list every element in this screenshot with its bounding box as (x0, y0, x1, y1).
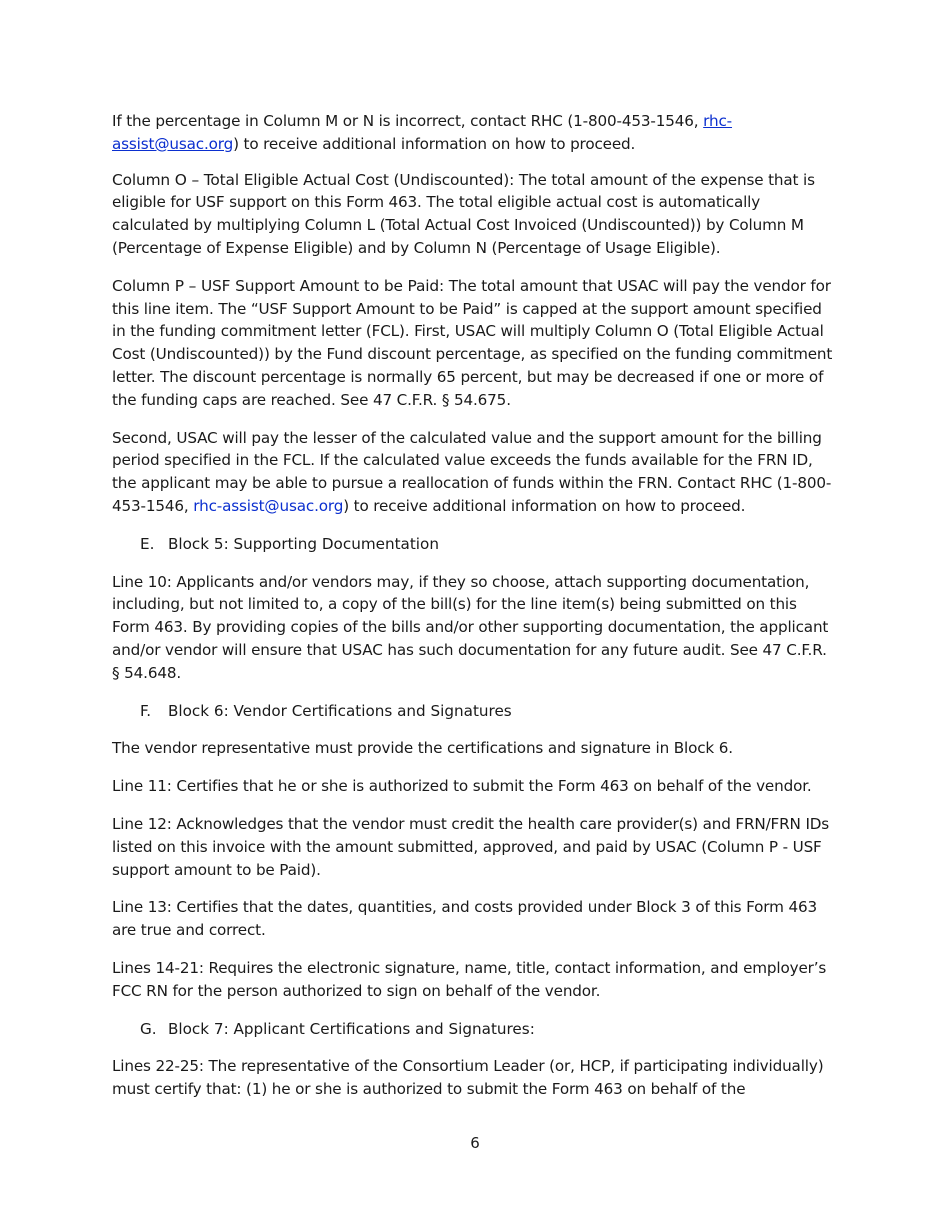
paragraph-line-11: Line 11: Certifies that he or she is authorized to submit the Form 463 on behalf of the vendor. (112, 777, 812, 796)
column-p-heading: Column P – USF Support Amount to be Paid: (112, 276, 445, 295)
section-heading-block-6 (140, 700, 838, 723)
paragraph-lines-22-25: Lines 22-25: The representative of the Consortium Leader (or, HCP, if participating individually) must certify that: (1) he or she is authorized to submit the Form 463 on behalf of the (112, 1057, 824, 1099)
section-letter: F. (140, 701, 152, 720)
section-letter: E. (140, 534, 155, 553)
section-heading-block-7 (140, 1018, 838, 1041)
page-number: 6 (470, 1134, 480, 1152)
paragraph-line-12: Line 12: Acknowledges that the vendor must credit the health care provider(s) and FRN/FRN IDs listed on this invoice with the amount submitted, approved, and paid by USAC (Column P - USF support amount to be Paid). (112, 814, 830, 879)
paragraph-vendor-representative: The vendor representative must provide the certifications and signature in Block 6. (112, 739, 733, 758)
paragraph-column-p (112, 275, 838, 412)
paragraph-text: If the percentage in Column M or N is incorrect, contact RHC (1-800-453-1546, (112, 112, 704, 130)
document-page (112, 110, 838, 1116)
section-title: Block 5: Supporting Documentation (168, 534, 439, 553)
paragraph-text: ) to receive additional information on how to proceed. (233, 134, 636, 153)
paragraph-text: ) to receive additional information on how to proceed. (343, 496, 746, 515)
section-title: Block 7: Applicant Certifications and Signatures: (168, 1019, 535, 1038)
section-heading-block-5 (140, 533, 838, 556)
column-o-heading: Column O – Total Eligible Actual Cost (Undiscounted): (112, 170, 515, 189)
paragraph-second-usac-pay (112, 427, 838, 518)
section-letter: G. (140, 1019, 157, 1038)
rhc-assist-email-link[interactable]: rhc-assist@usac.org (193, 496, 344, 515)
section-title: Block 6: Vendor Certifications and Signatures (168, 701, 512, 720)
paragraph-line-10: Line 10: Applicants and/or vendors may, if they so choose, attach supporting documentation, including, but not limited to, a copy of the bill(s) for the line item(s) being submitted on this Form 463. By providing copies of the bills and/or other supporting documentation, the applicant and/or vendor will ensure that USAC has such documentation for any future audit. See 47 C.F.R. § 54.648. (112, 572, 829, 682)
paragraph-text: Second, USAC will pay the lesser of the calculated value and the support amount for the billing period specified in the FCL. If the calculated value exceeds the funds available for the FRN ID, the applicant may be able to pursue a reallocation of funds within the FRN. Contact RHC (1-800-453-1546, (112, 428, 832, 515)
paragraph-column-o (112, 169, 838, 260)
paragraph-text: The total amount that USAC will pay the vendor for this line item. The “USF Support Amount to be Paid” is capped at the support amount specified in the funding commitment letter (FCL). First, USAC will multiply Column O (Total Eligible Actual Cost (Undiscounted)) by the Fund discount percentage, as specified on the funding commitment letter. The discount percentage is normally 65 percent, but may be decreased if one or more of the funding caps are reached. See 47 C.F.R. § 54.675. (112, 276, 833, 409)
rhc-assist-email-link[interactable]: rhc-assist@usac.org (112, 112, 733, 153)
paragraph-percentage-contact (112, 110, 838, 156)
paragraph-line-13: Line 13: Certifies that the dates, quantities, and costs provided under Block 3 of this Form 463 are true and correct. (112, 898, 817, 940)
paragraph-lines-14-21: Lines 14-21: Requires the electronic signature, name, title, contact information, and employer’s FCC RN for the person authorized to sign on behalf of the vendor. (112, 958, 827, 1000)
paragraph-text: The total amount of the expense that is eligible for USF support on this Form 463. The total eligible actual cost is automatically calculated by multiplying Column L (Total Actual Cost Invoiced (Undiscounted)) by Column M (Percentage of Expense Eligible) and by Column N (Percentage of Usage Eligible). (112, 170, 815, 257)
